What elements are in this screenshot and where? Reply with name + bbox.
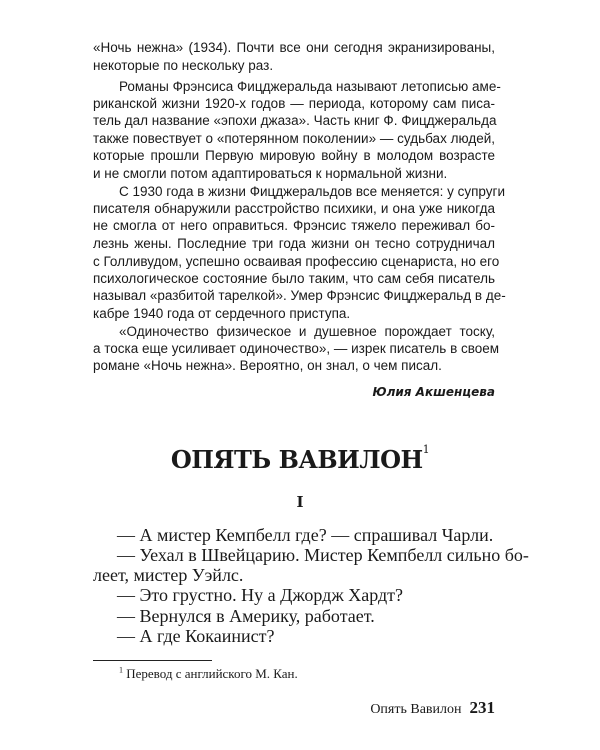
- text-line: «Одиночество физическое и душевное порождает тоску,: [119, 324, 495, 339]
- text-line: лезнь жены. Последние три года жизни он тесно сотрудничал: [93, 236, 495, 251]
- page-number: 231: [469, 698, 495, 717]
- story-title-text: ОПЯТЬ ВАВИЛОН: [170, 445, 423, 474]
- footnote-mark: 1: [119, 665, 123, 675]
- text-line: а тоска еще усиливает одиночество», — изрек писатель в своем: [93, 341, 500, 356]
- footnote-divider: [93, 660, 212, 661]
- story-title: [0, 443, 600, 474]
- text-line: не смогла от него оправиться. Фрэнсис тяжело переживал бо-: [93, 218, 495, 233]
- text-line: тель дал название «эпохи джаза». Часть книг Ф. Фицджеральда: [93, 113, 497, 128]
- text-line: и не смогли потом адаптироваться к нормальной жизни.: [93, 166, 448, 181]
- text-line: также повествует о «потерянном поколении» — судьбах людей,: [93, 131, 495, 146]
- text-line: психологическое состояние было таким, что сам себя писатель: [93, 271, 495, 286]
- text-line: Романы Фрэнсиса Фицджеральда называют летописью аме-: [119, 79, 501, 94]
- text-line: С 1930 года в жизни Фицджеральдов все меняется: у супруги: [119, 184, 505, 199]
- footnote-ref: 1: [422, 443, 430, 456]
- dialogue-line: — Вернулся в Америку, работает.: [117, 606, 375, 626]
- author-signature: Юлия Акшенцева: [372, 385, 495, 399]
- footnote: [119, 666, 298, 682]
- text-line: с Голливудом, успешно осваивая профессию сценариста, но его: [93, 254, 500, 269]
- text-line: писателя обнаружили расстройство психики, и она уже никогда: [93, 201, 495, 216]
- dialogue-line: — А где Кокаинист?: [117, 626, 275, 646]
- page-footer: [370, 698, 495, 720]
- text-line: риканской жизни 1920-х годов — периода, которому сам писа-: [93, 96, 495, 111]
- text-line: которые прошли Первую мировую войну в молодом возрасте: [93, 148, 495, 163]
- dialogue-line: — Уехал в Швейцарию. Мистер Кемпбелл сильно бо-: [117, 545, 529, 565]
- dialogue-line: леет, мистер Уэйлс.: [93, 565, 244, 585]
- text-line: кабре 1940 года от сердечного приступа.: [93, 306, 351, 321]
- chapter-number: I: [296, 493, 304, 511]
- text-line: некоторые по нескольку раз.: [93, 58, 274, 73]
- dialogue-line: — А мистер Кемпбелл где? — спрашивал Чарли.: [117, 525, 494, 545]
- text-line: называл «разбитой тарелкой». Умер Фрэнсис Фицджеральд в де-: [93, 288, 506, 303]
- text-line: «Ночь нежна» (1934). Почти все они сегодня экранизированы,: [93, 40, 495, 55]
- footnote-text: Перевод с английского М. Кан.: [126, 666, 298, 681]
- text-line: романе «Ночь нежна». Вероятно, он знал, о чем писал.: [93, 358, 442, 373]
- running-title: Опять Вавилон: [370, 702, 462, 717]
- dialogue-line: — Это грустно. Ну а Джордж Хардт?: [117, 585, 404, 605]
